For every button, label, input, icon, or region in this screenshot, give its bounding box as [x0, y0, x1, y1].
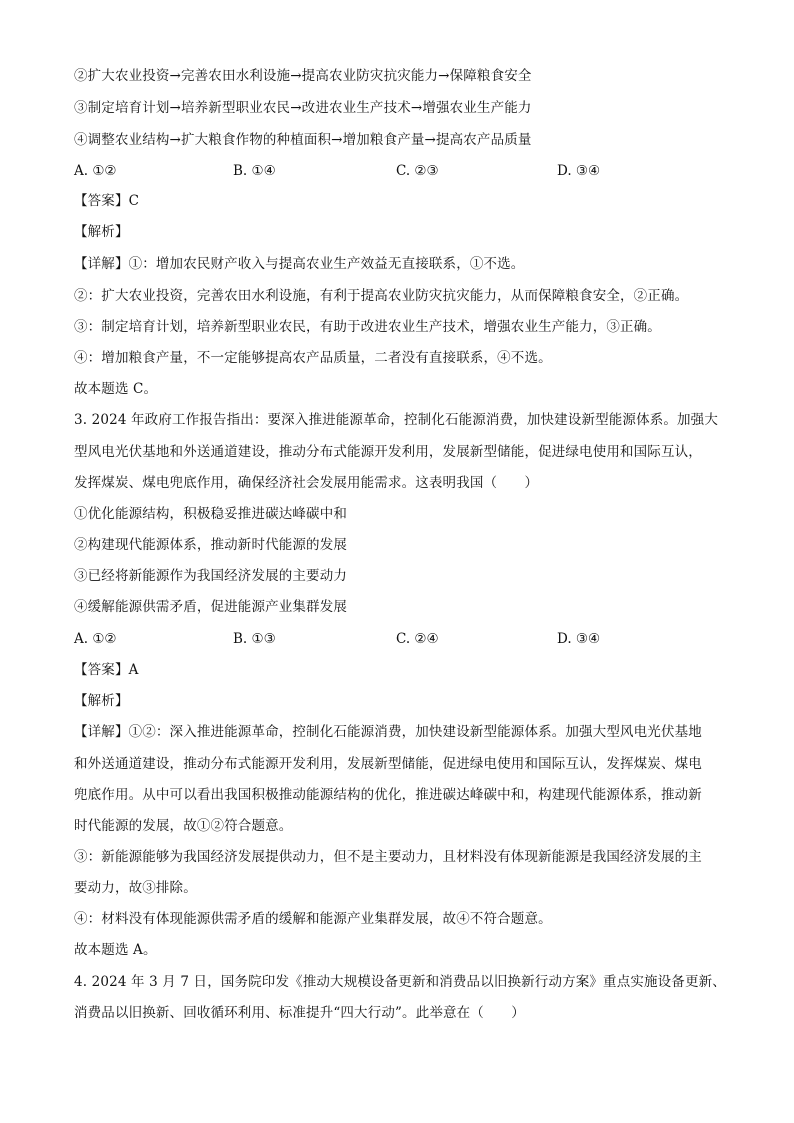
q3-option-b: B. ①③	[233, 631, 276, 647]
q2-analysis-label: 【解析】	[74, 224, 129, 240]
q3-item-3: ③已经将新能源作为我国经济发展的主要动力	[74, 568, 347, 584]
q3-detail-line: 兜底作用。从中可以看出我国积极推动能源结构的优化，推进碳达峰碳中和，构建现代能源体系，推动新	[74, 787, 702, 803]
q3-stem-line: 型风电光伏基地和外送通道建设，推动分布式能源开发利用，发展新型储能，促进绿电使用和国际互认，	[74, 444, 702, 460]
q3-detail-line: ④：材料没有体现能源供需矛盾的缓解和能源产业集群发展，故④不符合题意。	[74, 911, 552, 927]
q3-detail-line: ③：新能源能够为我国经济发展提供动力，但不是主要动力，且材料没有体现新能源是我国经济发展的主	[74, 849, 702, 865]
q3-detail-line: 时代能源的发展，故①②符合题意。	[74, 818, 293, 834]
q3-analysis-label: 【解析】	[74, 693, 129, 709]
q2-answer: 【答案】C	[74, 193, 140, 209]
q3-detail-line: 【详解】①②：深入推进能源革命，控制化石能源消费，加快建设新型能源体系。加强大型风电光伏基地	[74, 724, 702, 740]
q2-detail-line: ④：增加粮食产量，不一定能够提高农产品质量，二者没有直接联系，④不选。	[74, 350, 552, 366]
q2-option-b: B. ①④	[233, 163, 276, 179]
q3-stem-line: 发挥煤炭、煤电兜底作用，确保经济社会发展用能需求。这表明我国（ ）	[74, 475, 539, 491]
q4-stem-line: 消费品以旧换新、回收循环利用、标准提升“四大行动”。此举意在（ ）	[74, 1005, 525, 1021]
q2-item-4: ④调整农业结构→扩大粮食作物的种植面积→增加粮食产量→提高农产品质量	[74, 132, 532, 148]
q2-option-c: C. ②③	[396, 163, 439, 179]
q3-item-2: ②构建现代能源体系，推动新时代能源的发展	[74, 537, 347, 553]
q2-option-a: A. ①②	[74, 163, 117, 179]
q3-item-4: ④缓解能源供需矛盾，促进能源产业集群发展	[74, 599, 347, 615]
q3-detail-line: 和外送通道建设，推动分布式能源开发利用，发展新型储能，促进绿电使用和国际互认，发挥煤炭、煤电	[74, 756, 702, 772]
q2-detail-line: 【详解】①：增加农民财产收入与提高农业生产效益无直接联系，①不选。	[74, 256, 525, 272]
q4-stem-line: 4. 2024 年 3 月 7 日，国务院印发《推动大规模设备更新和消费品以旧换新行动方案》重点实施设备更新、	[74, 974, 726, 990]
q3-item-1: ①优化能源结构，积极稳妥推进碳达峰碳中和	[74, 506, 347, 522]
q2-detail-line: ②：扩大农业投资，完善农田水利设施，有利于提高农业防灾抗灾能力，从而保障粮食安全，②正确。	[74, 288, 689, 304]
q3-option-a: A. ①②	[74, 631, 117, 647]
q2-option-d: D. ③④	[557, 163, 601, 179]
q3-detail-line: 要动力，故③排除。	[74, 880, 197, 896]
q3-option-c: C. ②④	[396, 631, 439, 647]
q2-item-2: ②扩大农业投资→完善农田水利设施→提高农业防灾抗灾能力→保障粮食安全	[74, 68, 532, 84]
q3-option-d: D. ③④	[557, 631, 601, 647]
q3-stem-line: 3. 2024 年政府工作报告指出：要深入推进能源革命，控制化石能源消费，加快建设新型能源体系。加强大	[74, 412, 718, 428]
q3-answer: 【答案】A	[74, 662, 139, 678]
q2-conclusion: 故本题选 C。	[74, 381, 158, 397]
q2-item-3: ③制定培育计划→培养新型职业农民→改进农业生产技术→增强农业生产能力	[74, 100, 532, 116]
q2-detail-line: ③：制定培育计划，培养新型职业农民，有助于改进农业生产技术，增强农业生产能力，③正确。	[74, 319, 661, 335]
q3-conclusion: 故本题选 A。	[74, 942, 157, 958]
